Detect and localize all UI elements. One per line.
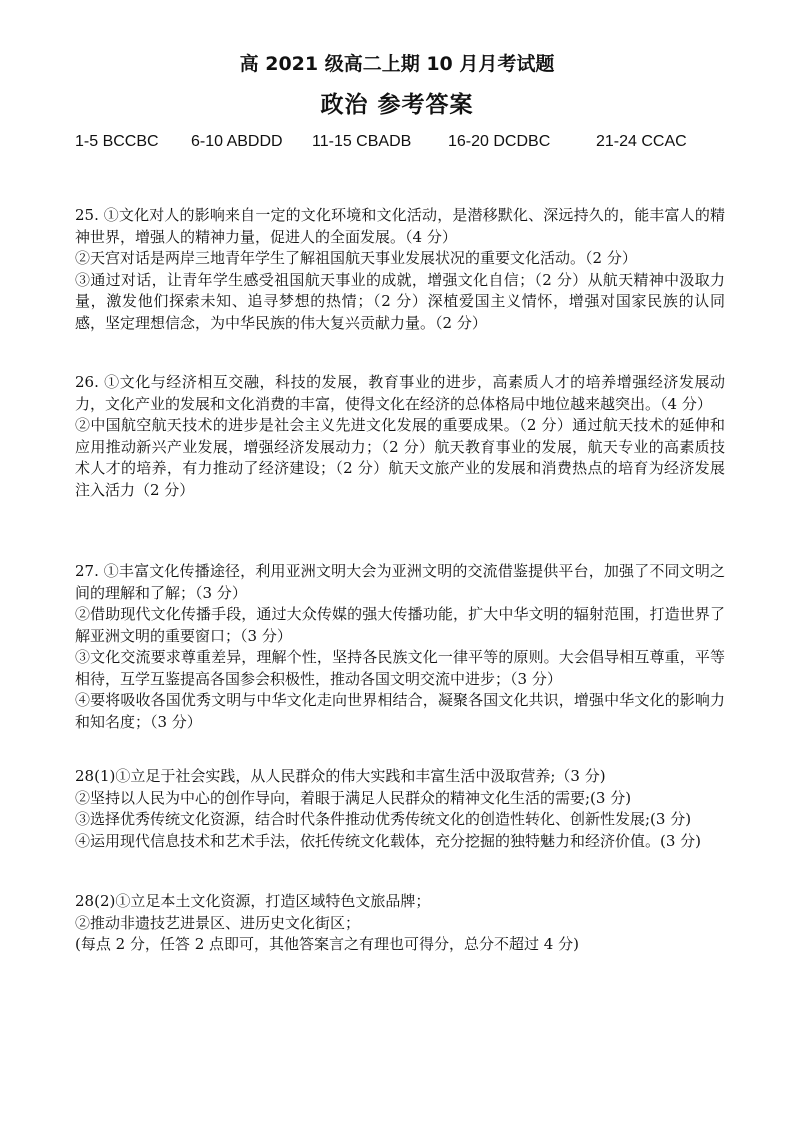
answer-paragraph: ②借助现代文化传播手段，通过大众传媒的强大传播功能，扩大中华文明的辐射范围，打造世界了解亚洲文明的重要窗口；（3 分） bbox=[75, 605, 725, 645]
question-26-answer bbox=[75, 372, 725, 501]
answer-paragraph: 25. ①文化对人的影响来自一定的文化环境和文化活动，是潜移默化、深远持久的，能丰富人的精神世界，增强人的精神力量，促进人的全面发展。（4 分） bbox=[75, 206, 725, 246]
answer-paragraph: ②坚持以人民为中心的创作导向，着眼于满足人民群众的精神文化生活的需要;(3 分) bbox=[75, 788, 632, 807]
answer-paragraph: ③选择优秀传统文化资源，结合时代条件推动优秀传统文化的创造性转化、创新性发展;(3 分) bbox=[75, 810, 692, 828]
question-28-1-answer bbox=[75, 766, 725, 852]
exam-title: 高 2021 级高二上期 10 月月考试题 bbox=[239, 53, 555, 75]
answer-paragraph: ③通过对话，让青年学生感受祖国航天事业的成就，增强文化自信；（2 分）从航天精神中汲取力量，激发他们探索未知、追寻梦想的热情；（2 分）深植爱国主义情怀，增强对国家民族的认同感，坚定理想信念，为中华民族的伟大复兴贡献力量。（2 分） bbox=[75, 270, 725, 332]
answer-paragraph: 28(1)①立足于社会实践，从人民群众的伟大实践和丰富生活中汲取营养;（3 分) bbox=[75, 767, 606, 785]
answer-group-11-15: 11-15 CBADB bbox=[312, 133, 412, 150]
scoring-note: (每点 2 分，任答 2 点即可，其他答案言之有理也可得分，总分不超过 4 分) bbox=[75, 935, 579, 953]
answer-paragraph: ③文化交流要求尊重差异，理解个性，坚持各民族文化一律平等的原则。大会倡导相互尊重，平等相待，互学互鉴提高各国参会积极性，推动各国文明交流中进步；（3 分） bbox=[75, 648, 725, 688]
question-28-2-answer bbox=[75, 891, 725, 956]
answer-group-6-10: 6-10 ABDDD bbox=[191, 133, 283, 150]
answer-group-1-5: 1-5 BCCBC bbox=[75, 133, 159, 150]
answer-paragraph: ②中国航空航天技术的进步是社会主义先进文化发展的重要成果。（2 分）通过航天技术的延伸和应用推动新兴产业发展，增强经济发展动力；（2 分）航天教育事业的发展，航天专业的高素质技术人才的培养，有力推动了经济建设；（2 分）航天文旅产业的发展和消费热点的培育为经济发展注入活力（2 分） bbox=[75, 416, 725, 499]
answer-paragraph: ②推动非遗技艺进景区、进历史文化街区； bbox=[75, 913, 361, 932]
answer-paragraph: ④运用现代信息技术和艺术手法，依托传统文化载体，充分挖掘的独特魅力和经济价值。(3 分) bbox=[75, 831, 702, 850]
answer-paragraph: ②天宫对话是两岸三地青年学生了解祖国航天事业发展状况的重要文化活动。（2 分） bbox=[75, 249, 637, 267]
answer-paragraph: ④要将吸收各国优秀文明与中华文化走向世界相结合，凝聚各国文化共识，增强中华文化的影响力和知名度；（3 分） bbox=[75, 691, 725, 731]
answer-group-21-24: 21-24 CCAC bbox=[596, 133, 687, 150]
answer-paragraph: 26. ①文化与经济相互交融，科技的发展，教育事业的进步，高素质人才的培养增强经济发展动力，文化产业的发展和文化消费的丰富，使得文化在经济的总体格局中地位越来越突出。（4 分） bbox=[75, 373, 725, 413]
exam-subtitle: 政治 参考答案 bbox=[320, 92, 474, 118]
question-25-answer bbox=[75, 205, 725, 334]
question-27-answer bbox=[75, 561, 725, 733]
answer-group-16-20: 16-20 DCDBC bbox=[448, 133, 551, 150]
answer-paragraph: 28(2)①立足本土文化资源，打造区域特色文旅品牌； bbox=[75, 892, 431, 910]
answer-paragraph: 27. ①丰富文化传播途径，利用亚洲文明大会为亚洲文明的交流借鉴提供平台，加强了不同文明之间的理解和了解；（3 分） bbox=[75, 562, 725, 602]
